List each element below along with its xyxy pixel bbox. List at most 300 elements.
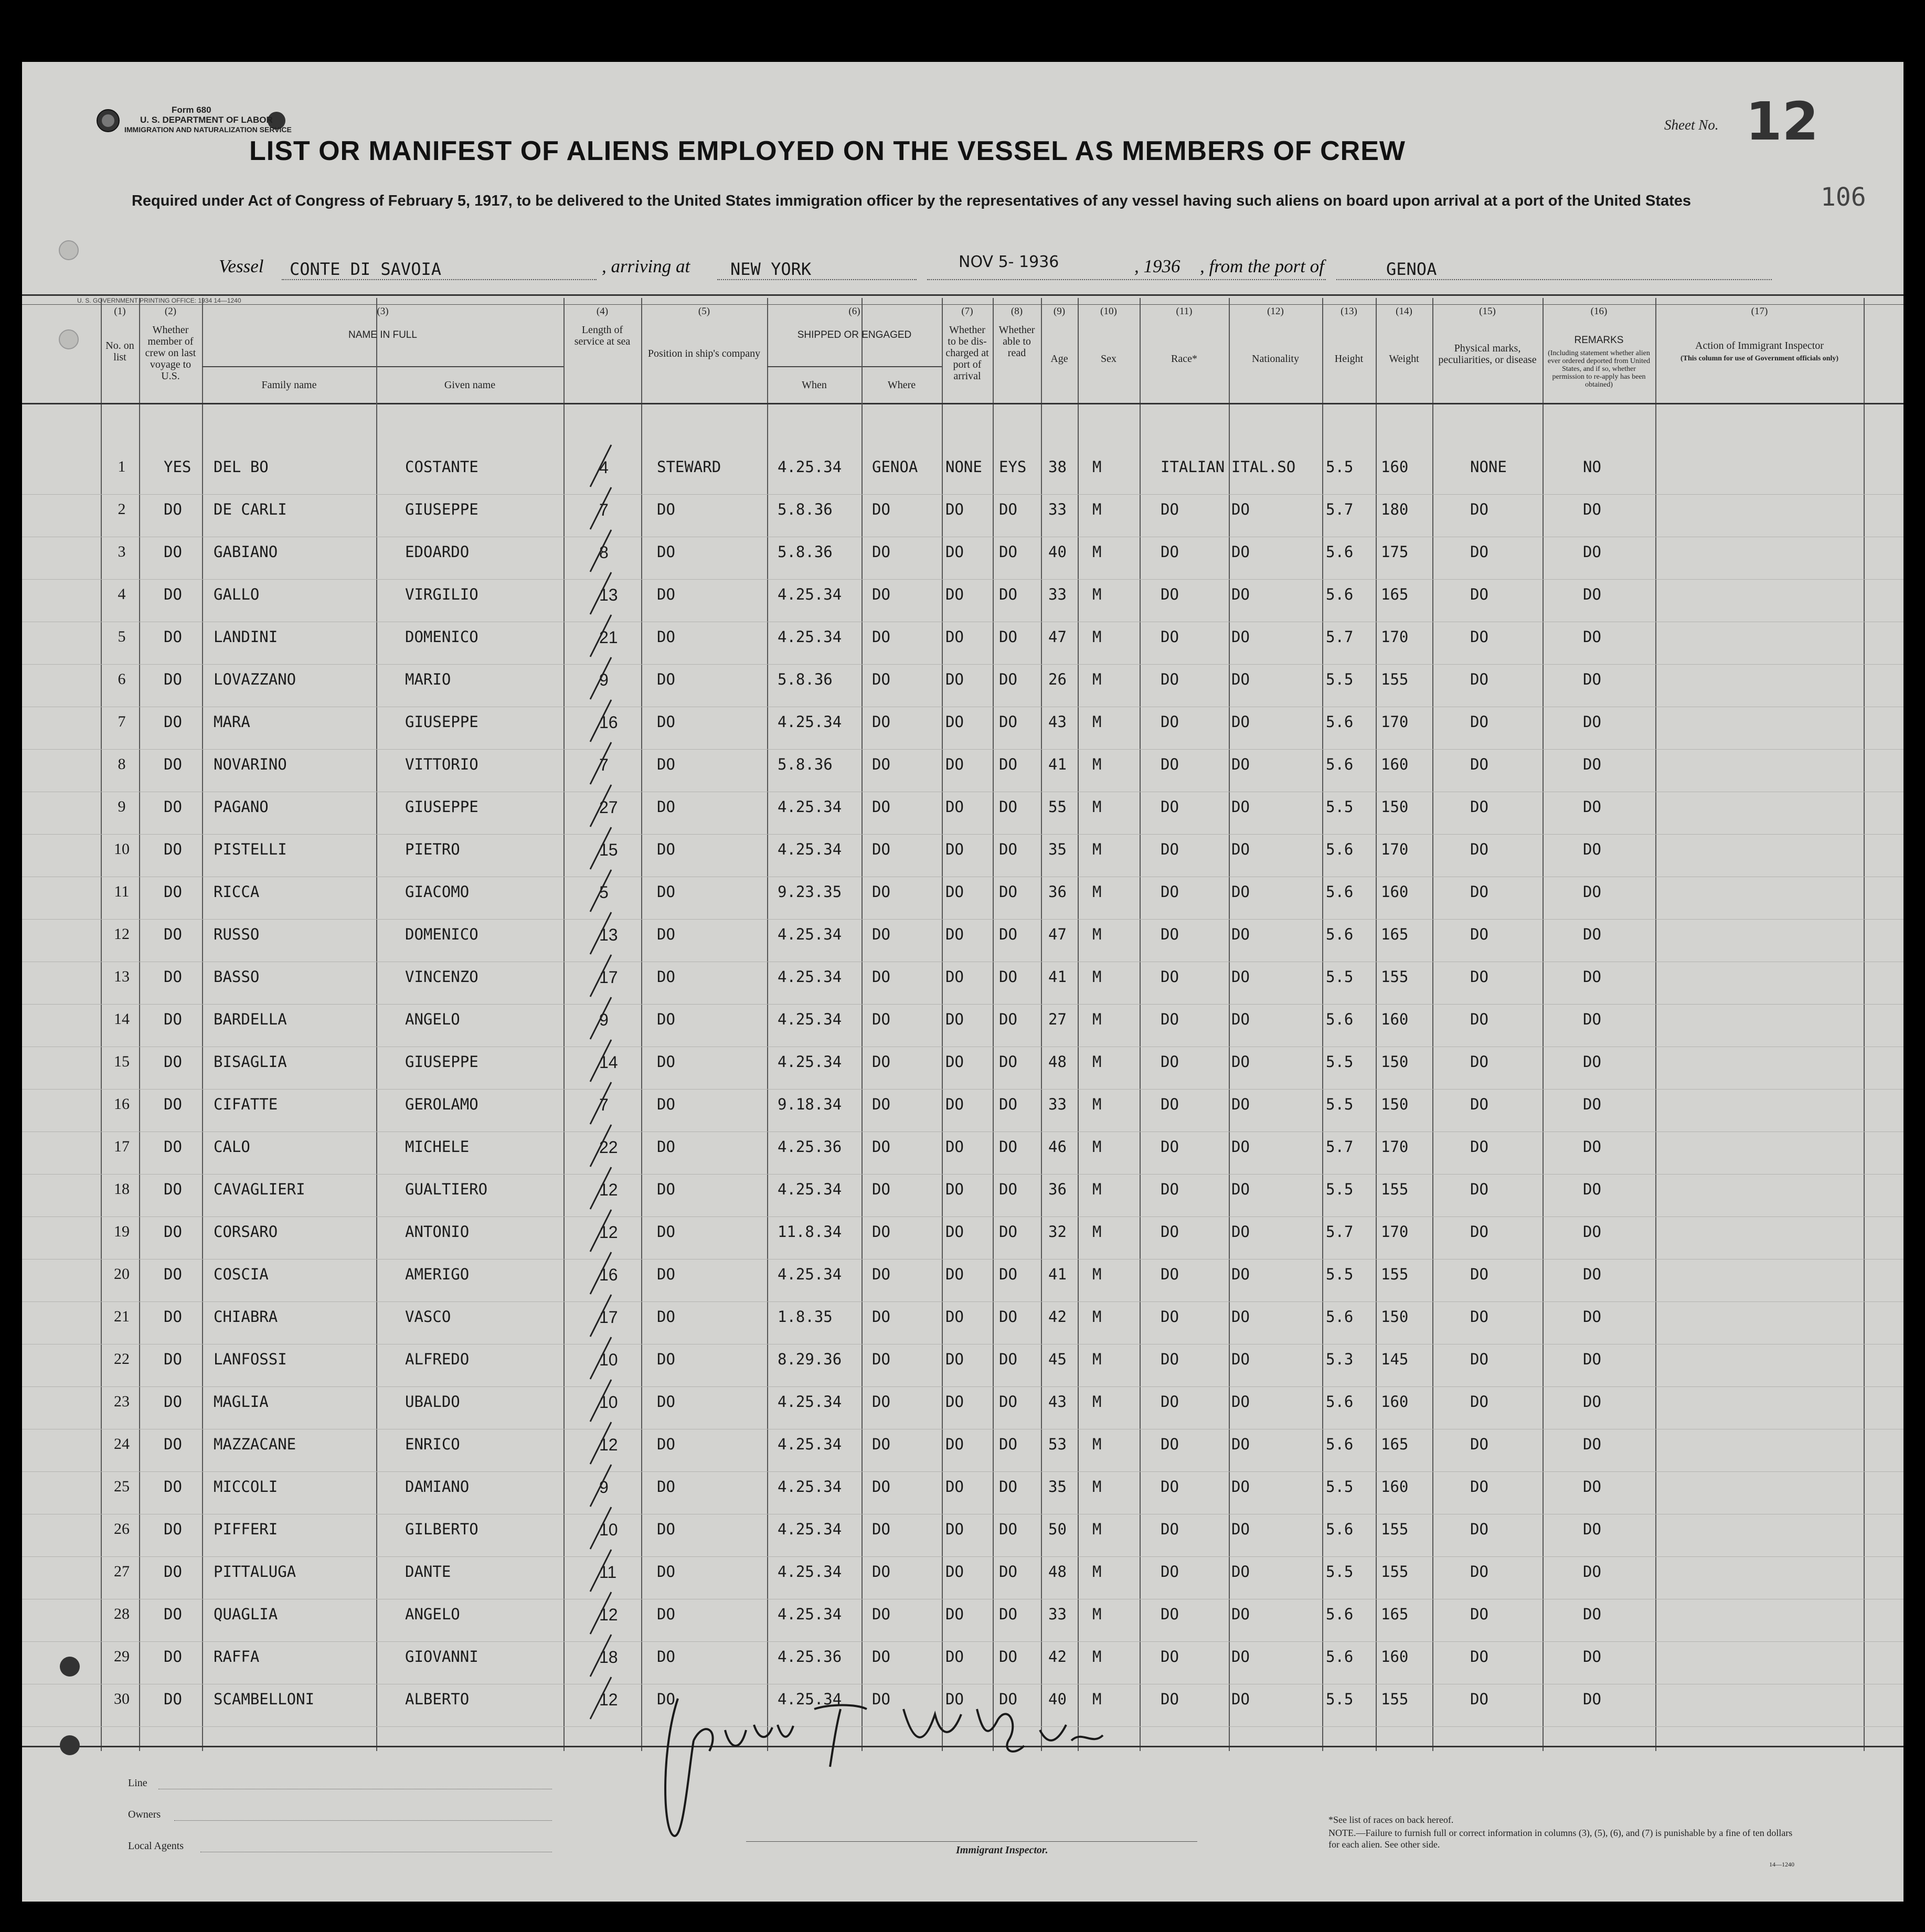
column-number: (11) (1176, 306, 1193, 317)
cell-read: DO (999, 1690, 1017, 1708)
cell-no: 10 (114, 840, 130, 858)
cell-age: 33 (1048, 1605, 1067, 1623)
cell-no: 25 (114, 1478, 130, 1495)
cell-race: DO (1161, 1223, 1179, 1241)
cell-read: DO (999, 585, 1017, 603)
cell-position: DO (657, 1265, 675, 1283)
cell-given: GIUSEPPE (405, 1053, 478, 1071)
cell-given: GIACOMO (405, 883, 470, 901)
cell-given: ALBERTO (405, 1690, 470, 1708)
cell-remarks: DO (1583, 628, 1601, 646)
cell-weight: 170 (1381, 1223, 1409, 1241)
cell-position: DO (657, 1180, 675, 1198)
check-mark-icon (581, 1037, 623, 1084)
cell-given: MARIO (405, 670, 451, 688)
cell-discharged: DO (945, 1265, 964, 1283)
cell-nationality: DO (1231, 1138, 1250, 1156)
cell-family: RICCA (214, 883, 260, 901)
cell-service: 16 (599, 1265, 618, 1284)
cell-discharged: DO (945, 1138, 964, 1156)
cell-read: DO (999, 925, 1017, 943)
cell-service: 16 (599, 713, 618, 732)
cell-marks: DO (1470, 500, 1488, 518)
cell-weight: 165 (1381, 925, 1409, 943)
cell-age: 41 (1048, 968, 1067, 986)
cell-given: DANTE (405, 1563, 451, 1581)
cell-read: DO (999, 1435, 1017, 1453)
cell-discharged: DO (945, 1478, 964, 1496)
cell-sex: M (1092, 1690, 1102, 1708)
cell-race: DO (1161, 1478, 1179, 1496)
cell-weight: 165 (1381, 1605, 1409, 1623)
cell-weight: 155 (1381, 1265, 1409, 1283)
cell-family: PISTELLI (214, 840, 287, 858)
table-row (22, 1133, 1903, 1175)
cell-family: QUAGLIA (214, 1605, 278, 1623)
cell-nationality: ITAL.SO (1231, 458, 1296, 476)
cell-race: DO (1161, 1605, 1179, 1623)
cell-height: 5.6 (1326, 1010, 1354, 1028)
cell-service: 13 (599, 585, 618, 604)
cell-weight: 160 (1381, 1393, 1409, 1411)
cell-when: 5.8.36 (778, 670, 833, 688)
cell-position: DO (657, 1435, 675, 1453)
cell-age: 38 (1048, 458, 1067, 476)
cell-no: 15 (114, 1053, 130, 1070)
cell-remarks: DO (1583, 1520, 1601, 1538)
cell-where: DO (872, 628, 890, 646)
cell-nationality: DO (1231, 500, 1250, 518)
table-row (22, 580, 1903, 623)
column-header-label: SHIPPED OR ENGAGED (797, 329, 912, 340)
table-row (22, 665, 1903, 708)
cell-remarks: DO (1583, 1010, 1601, 1028)
cell-race: DO (1161, 1435, 1179, 1453)
cell-weight: 150 (1381, 798, 1409, 816)
cell-service: 12 (599, 1690, 618, 1709)
cell-position: DO (657, 968, 675, 986)
cell-prev: DO (164, 1478, 182, 1496)
cell-service: 27 (599, 798, 618, 817)
cell-position: DO (657, 543, 675, 561)
cell-remarks: DO (1583, 1265, 1601, 1283)
cell-race: DO (1161, 1690, 1179, 1708)
cell-age: 47 (1048, 925, 1067, 943)
cell-nationality: DO (1231, 670, 1250, 688)
check-mark-icon (581, 1080, 623, 1127)
check-mark-icon (581, 485, 623, 532)
column-number: (16) (1590, 306, 1608, 317)
cell-no: 4 (118, 585, 126, 603)
cell-sex: M (1092, 925, 1102, 943)
cell-marks: DO (1470, 1095, 1488, 1113)
cell-read: DO (999, 1478, 1017, 1496)
cell-race: DO (1161, 883, 1179, 901)
cell-position: DO (657, 1648, 675, 1666)
cell-given: GIOVANNI (405, 1648, 478, 1666)
cell-height: 5.5 (1326, 1690, 1354, 1708)
cell-marks: DO (1470, 755, 1488, 773)
cell-family: CHIABRA (214, 1308, 278, 1326)
cell-where: DO (872, 1350, 890, 1368)
cell-age: 32 (1048, 1223, 1067, 1241)
cell-service: 21 (599, 628, 618, 647)
cell-read: EYS (999, 458, 1027, 476)
cell-age: 43 (1048, 1393, 1067, 1411)
check-mark-icon (581, 570, 623, 617)
cell-prev: DO (164, 1138, 182, 1156)
cell-prev: DO (164, 1435, 182, 1453)
cell-service: 5 (599, 883, 609, 902)
cell-age: 33 (1048, 585, 1067, 603)
cell-read: DO (999, 1053, 1017, 1071)
cell-sex: M (1092, 1053, 1102, 1071)
cell-height: 5.7 (1326, 628, 1354, 646)
cell-race: DO (1161, 1393, 1179, 1411)
cell-age: 48 (1048, 1563, 1067, 1581)
row-divider (22, 834, 1903, 835)
cell-prev: DO (164, 713, 182, 731)
check-mark-icon (581, 1462, 623, 1509)
cell-discharged: DO (945, 1223, 964, 1241)
cell-where: DO (872, 1563, 890, 1581)
cell-when: 4.25.34 (778, 968, 842, 986)
cell-age: 45 (1048, 1350, 1067, 1368)
punch-hole (59, 240, 79, 260)
cell-where: DO (872, 1053, 890, 1071)
cell-family: BISAGLIA (214, 1053, 287, 1071)
line-label: Line (128, 1777, 147, 1789)
cell-position: DO (657, 585, 675, 603)
column-subheader: Given name (444, 379, 496, 391)
cell-height: 5.6 (1326, 1520, 1354, 1538)
cell-prev: DO (164, 1350, 182, 1368)
cell-age: 53 (1048, 1435, 1067, 1453)
check-mark-icon (581, 1504, 623, 1552)
check-mark-icon (581, 1674, 623, 1722)
cell-read: DO (999, 883, 1017, 901)
cell-family: DEL BO (214, 458, 269, 476)
cell-sex: M (1092, 1605, 1102, 1623)
cell-when: 4.25.34 (778, 1435, 842, 1453)
printing-office-note: U. S. GOVERNMENT PRINTING OFFICE: 1934 14—1240 (77, 297, 241, 304)
cell-given: DOMENICO (405, 628, 478, 646)
cell-discharged: DO (945, 1435, 964, 1453)
cell-prev: DO (164, 1308, 182, 1326)
cell-marks: DO (1470, 585, 1488, 603)
cell-age: 41 (1048, 1265, 1067, 1283)
cell-given: GIUSEPPE (405, 713, 478, 731)
cell-no: 21 (114, 1308, 130, 1325)
cell-prev: DO (164, 1393, 182, 1411)
cell-sex: M (1092, 1010, 1102, 1028)
cell-marks: DO (1470, 1138, 1488, 1156)
cell-when: 4.25.34 (778, 840, 842, 858)
row-divider (22, 1089, 1903, 1090)
cell-age: 50 (1048, 1520, 1067, 1538)
cell-position: DO (657, 1605, 675, 1623)
cell-where: DO (872, 1265, 890, 1283)
cell-race: DO (1161, 1308, 1179, 1326)
cell-prev: DO (164, 840, 182, 858)
cell-race: DO (1161, 543, 1179, 561)
cell-remarks: DO (1583, 883, 1601, 901)
cell-prev: DO (164, 925, 182, 943)
form-code: 14—1240 (1769, 1861, 1794, 1868)
column-header-label: NAME IN FULL (348, 329, 417, 340)
sheet-number: 12 (1746, 91, 1819, 152)
cell-discharged: DO (945, 1563, 964, 1581)
cell-marks: DO (1470, 1563, 1488, 1581)
from-underline (1336, 279, 1772, 280)
row-divider (22, 1301, 1903, 1302)
cell-height: 5.5 (1326, 1563, 1354, 1581)
cell-race: ITALIAN (1161, 458, 1225, 476)
cell-marks: DO (1470, 1223, 1488, 1241)
column-header-bottom-rule (22, 403, 1903, 404)
check-mark-icon (581, 867, 623, 914)
check-mark-icon (581, 825, 623, 872)
cell-age: 42 (1048, 1648, 1067, 1666)
cell-nationality: DO (1231, 925, 1250, 943)
cell-marks: DO (1470, 968, 1488, 986)
table-row (22, 1345, 1903, 1387)
cell-marks: DO (1470, 1690, 1488, 1708)
cell-weight: 155 (1381, 968, 1409, 986)
cell-where: DO (872, 1605, 890, 1623)
cell-marks: DO (1470, 1053, 1488, 1071)
cell-prev: DO (164, 543, 182, 561)
cell-nationality: DO (1231, 1053, 1250, 1071)
cell-nationality: DO (1231, 1520, 1250, 1538)
cell-family: CORSARO (214, 1223, 278, 1241)
cell-nationality: DO (1231, 628, 1250, 646)
table-row (22, 1515, 1903, 1557)
cell-given: DAMIANO (405, 1478, 470, 1496)
check-mark-icon (581, 1207, 623, 1254)
cell-read: DO (999, 1265, 1017, 1283)
cell-family: PITTALUGA (214, 1563, 296, 1581)
cell-given: ANTONIO (405, 1223, 470, 1241)
cell-family: MARA (214, 713, 250, 731)
cell-height: 5.3 (1326, 1350, 1354, 1368)
cell-weight: 160 (1381, 1648, 1409, 1666)
cell-no: 24 (114, 1435, 130, 1453)
column-header-note: (Including statement whether alien ever ordered deported from United States, and if so, whether permission to re-apply has been obtained) (1547, 349, 1651, 389)
cell-race: DO (1161, 713, 1179, 731)
check-mark-icon (581, 910, 623, 957)
cell-discharged: DO (945, 543, 964, 561)
cell-when: 9.23.35 (778, 883, 842, 901)
cell-no: 1 (118, 458, 126, 475)
cell-read: DO (999, 1010, 1017, 1028)
cell-read: DO (999, 1563, 1017, 1581)
cell-marks: DO (1470, 1520, 1488, 1538)
punch-hole (60, 1735, 80, 1755)
cell-position: DO (657, 1520, 675, 1538)
cell-weight: 145 (1381, 1350, 1409, 1368)
check-mark-icon (581, 740, 623, 787)
cell-age: 48 (1048, 1053, 1067, 1071)
check-mark-icon (581, 655, 623, 702)
cell-marks: DO (1470, 670, 1488, 688)
table-row (22, 1048, 1903, 1090)
cell-no: 3 (118, 543, 126, 560)
cell-family: LANFOSSI (214, 1350, 287, 1368)
row-divider (22, 1174, 1903, 1175)
date-underline (927, 279, 1326, 280)
check-mark-icon (581, 1419, 623, 1467)
cell-remarks: DO (1583, 1180, 1601, 1198)
cell-where: DO (872, 1095, 890, 1113)
cell-sex: M (1092, 585, 1102, 603)
cell-read: DO (999, 713, 1017, 731)
page-subtitle: Required under Act of Congress of February 5, 1917, to be delivered to the United States immigration officer by the representatives of any vessel having such aliens on board upon arrival at a port of the United States (131, 193, 1692, 209)
cell-prev: DO (164, 798, 182, 816)
inspector-signature (641, 1667, 1140, 1877)
cell-service: 7 (599, 500, 609, 519)
cell-position: DO (657, 500, 675, 518)
cell-discharged: DO (945, 840, 964, 858)
immigrant-inspector-label: Immigrant Inspector. (956, 1844, 1048, 1856)
manifest-sheet (22, 62, 1903, 1902)
cell-family: SCAMBELLONI (214, 1690, 315, 1708)
cell-position: DO (657, 1690, 675, 1708)
shipped-subheader-rule (767, 366, 942, 367)
cell-position: DO (657, 1010, 675, 1028)
cell-where: DO (872, 840, 890, 858)
cell-race: DO (1161, 500, 1179, 518)
cell-when: 4.25.34 (778, 713, 842, 731)
cell-where: DO (872, 1478, 890, 1496)
cell-marks: DO (1470, 798, 1488, 816)
row-divider (22, 579, 1903, 580)
cell-discharged: DO (945, 713, 964, 731)
table-row (22, 495, 1903, 538)
cell-age: 42 (1048, 1308, 1067, 1326)
cell-discharged: DO (945, 628, 964, 646)
cell-where: DO (872, 1138, 890, 1156)
cell-height: 5.6 (1326, 755, 1354, 773)
cell-weight: 160 (1381, 1478, 1409, 1496)
cell-no: 11 (114, 883, 130, 900)
cell-given: GILBERTO (405, 1520, 478, 1538)
cell-position: DO (657, 713, 675, 731)
cell-remarks: DO (1583, 585, 1601, 603)
column-subheader: Where (887, 379, 916, 391)
cell-remarks: DO (1583, 968, 1601, 986)
cell-marks: DO (1470, 1010, 1488, 1028)
cell-read: DO (999, 543, 1017, 561)
cell-no: 5 (118, 628, 126, 645)
cell-read: DO (999, 1393, 1017, 1411)
cell-height: 5.6 (1326, 1605, 1354, 1623)
cell-age: 46 (1048, 1138, 1067, 1156)
cell-weight: 150 (1381, 1095, 1409, 1113)
cell-age: 43 (1048, 713, 1067, 731)
check-mark-icon (581, 697, 623, 744)
cell-given: MICHELE (405, 1138, 470, 1156)
cell-family: LANDINI (214, 628, 278, 646)
cell-given: VITTORIO (405, 755, 478, 773)
cell-position: DO (657, 1350, 675, 1368)
cell-nationality: DO (1231, 1435, 1250, 1453)
cell-where: DO (872, 968, 890, 986)
cell-given: ANGELO (405, 1010, 460, 1028)
cell-weight: 155 (1381, 1180, 1409, 1198)
check-mark-icon (581, 1589, 623, 1637)
arriving-underline (717, 279, 917, 280)
cell-where: DO (872, 500, 890, 518)
vessel-underline (282, 279, 597, 280)
cell-race: DO (1161, 1095, 1179, 1113)
cell-age: 36 (1048, 883, 1067, 901)
row-divider (22, 664, 1903, 665)
cell-prev: DO (164, 1053, 182, 1071)
table-row (22, 1175, 1903, 1218)
cell-where: DO (872, 713, 890, 731)
cell-when: 4.25.36 (778, 1648, 842, 1666)
cell-weight: 160 (1381, 458, 1409, 476)
cell-prev: DO (164, 1265, 182, 1283)
cell-race: DO (1161, 670, 1179, 688)
cell-no: 17 (114, 1138, 130, 1155)
cell-service: 17 (599, 968, 618, 987)
punch-hole (59, 329, 79, 349)
cell-when: 11.8.34 (778, 1223, 842, 1241)
column-header-label: Nationality (1252, 353, 1299, 365)
cell-read: DO (999, 1648, 1017, 1666)
cell-position: DO (657, 1138, 675, 1156)
cell-no: 28 (114, 1605, 130, 1623)
cell-discharged: DO (945, 1690, 964, 1708)
cell-service: 9 (599, 670, 609, 689)
cell-prev: DO (164, 1648, 182, 1666)
arrival-year: , 1936 (1134, 256, 1180, 276)
cell-race: DO (1161, 1648, 1179, 1666)
cell-discharged: DO (945, 798, 964, 816)
cell-marks: DO (1470, 1478, 1488, 1496)
row-divider (22, 1641, 1903, 1642)
cell-nationality: DO (1231, 798, 1250, 816)
cell-nationality: DO (1231, 1265, 1250, 1283)
cell-sex: M (1092, 1223, 1102, 1241)
table-row (22, 1472, 1903, 1515)
table-row (22, 1218, 1903, 1260)
cell-marks: DO (1470, 883, 1488, 901)
cell-read: DO (999, 798, 1017, 816)
cell-position: DO (657, 1478, 675, 1496)
cell-age: 33 (1048, 1095, 1067, 1113)
cell-position: STEWARD (657, 458, 721, 476)
cell-weight: 160 (1381, 883, 1409, 901)
column-header-label: Whether able to read (998, 324, 1035, 359)
cell-sex: M (1092, 1095, 1102, 1113)
cell-sex: M (1092, 1265, 1102, 1283)
cell-race: DO (1161, 1053, 1179, 1071)
column-number: (14) (1396, 306, 1412, 317)
check-mark-icon (581, 1165, 623, 1212)
row-divider (22, 1471, 1903, 1472)
cell-marks: DO (1470, 1350, 1488, 1368)
cell-service: 4 (599, 458, 609, 477)
local-agents-label: Local Agents (128, 1840, 184, 1852)
cell-no: 16 (114, 1095, 130, 1113)
cell-when: 4.25.34 (778, 1605, 842, 1623)
table-row (22, 623, 1903, 665)
cell-service: 13 (599, 925, 618, 944)
cell-when: 4.25.34 (778, 458, 842, 476)
